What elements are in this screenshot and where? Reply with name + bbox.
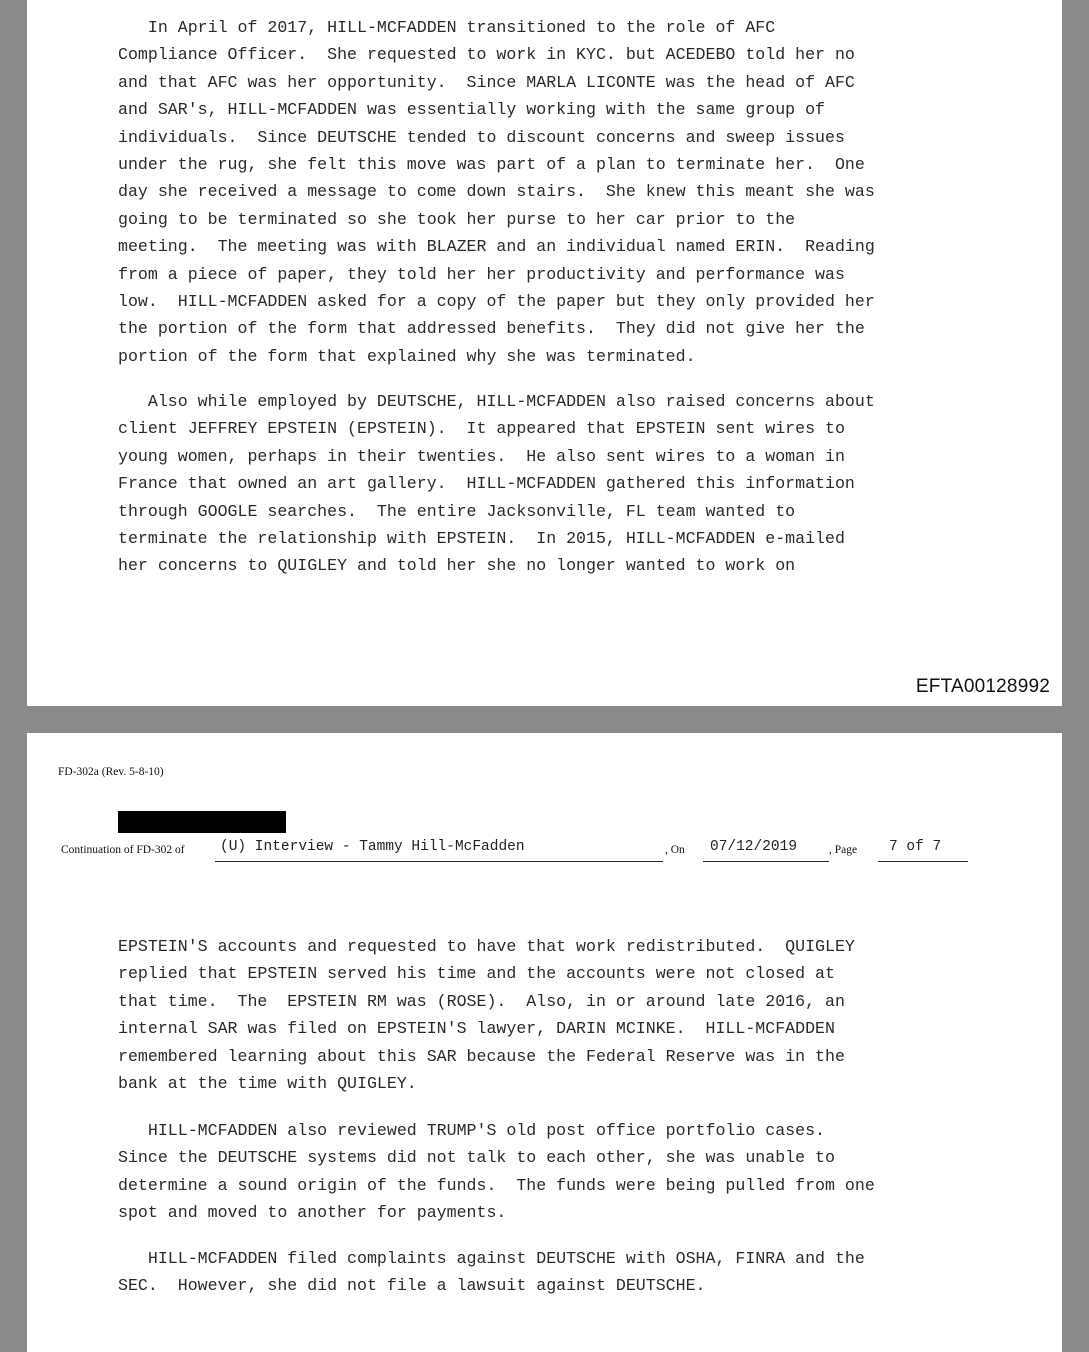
paragraph-termination: In April of 2017, HILL-MCFADDEN transitioned to the role of AFC Compliance Officer. She requested to work in KYC. but ACEDEBO told her no and that AFC was her opportunity. Since MARLA LICONTE was the head of AFC and SAR's, HILL-MCFADDEN was essentially working with the same group of individuals. Since DEUTSCHE tended to discount concerns and sweep issues under the rug, she felt this move was part of a plan to terminate her. One day she received a message to come down stairs. She knew this meant she was going to be terminated so she took her purse to her car prior to the meeting. The meeting was with BLAZER and an individual named ERIN. Reading from a piece of paper, they told her her productivity and performance was low. HILL-MCFADDEN asked for a copy of the paper but they only provided her the portion of the form that addressed benefits. They did not give her the portion of the form that explained why she was terminated. bbox=[118, 18, 875, 366]
document-id: EFTA00128992 bbox=[915, 676, 1050, 697]
paragraph-complaints: HILL-MCFADDEN filed complaints against DEUTSCHE with OSHA, FINRA and the SEC. However, she did not file a lawsuit against DEUTSCHE. bbox=[118, 1249, 865, 1296]
page-underline bbox=[878, 861, 968, 862]
document-page-bottom bbox=[27, 733, 1062, 1352]
paragraph-trump-portfolio: HILL-MCFADDEN also reviewed TRUMP'S old post office portfolio cases. Since the DEUTSCHE systems did not talk to each other, she was unable to determine a sound origin of the funds. The funds were being pulled from one spot and moved to another for payments. bbox=[118, 1121, 875, 1223]
subject-underline bbox=[215, 861, 663, 862]
interview-date: 07/12/2019 bbox=[710, 839, 798, 855]
continuation-label: Continuation of FD-302 of bbox=[61, 844, 185, 856]
on-label: , On bbox=[665, 844, 685, 856]
document-page-top bbox=[27, 0, 1062, 706]
redaction-block bbox=[118, 811, 286, 833]
date-underline bbox=[703, 861, 829, 862]
form-id: FD-302a (Rev. 5-8-10) bbox=[58, 766, 164, 778]
page-number: 7 of 7 bbox=[889, 839, 942, 855]
paragraph-epstein-accounts: EPSTEIN'S accounts and requested to have that work redistributed. QUIGLEY replied that EPSTEIN served his time and the accounts were not closed at that time. The EPSTEIN RM was (ROSE). Also, in or around late 2016, an internal SAR was filed on EPSTEIN'S lawyer, DARIN MCINKE. HILL-MCFADDEN remembered learning about this SAR because the Federal Reserve was in the bank at the time with QUIGLEY. bbox=[118, 937, 855, 1094]
paragraph-epstein-concerns: Also while employed by DEUTSCHE, HILL-MCFADDEN also raised concerns about client JEFFREY EPSTEIN (EPSTEIN). It appeared that EPSTEIN sent wires to young women, perhaps in their twenties. He also sent wires to a woman in France that owned an art gallery. HILL-MCFADDEN gathered this information through GOOGLE searches. The entire Jacksonville, FL team wanted to terminate the relationship with EPSTEIN. In 2015, HILL-MCFADDEN e-mailed her concerns to QUIGLEY and told her she no longer wanted to work on bbox=[118, 392, 875, 576]
interview-subject: (U) Interview - Tammy Hill-McFadden bbox=[220, 839, 525, 855]
page-label: , Page bbox=[829, 844, 858, 856]
